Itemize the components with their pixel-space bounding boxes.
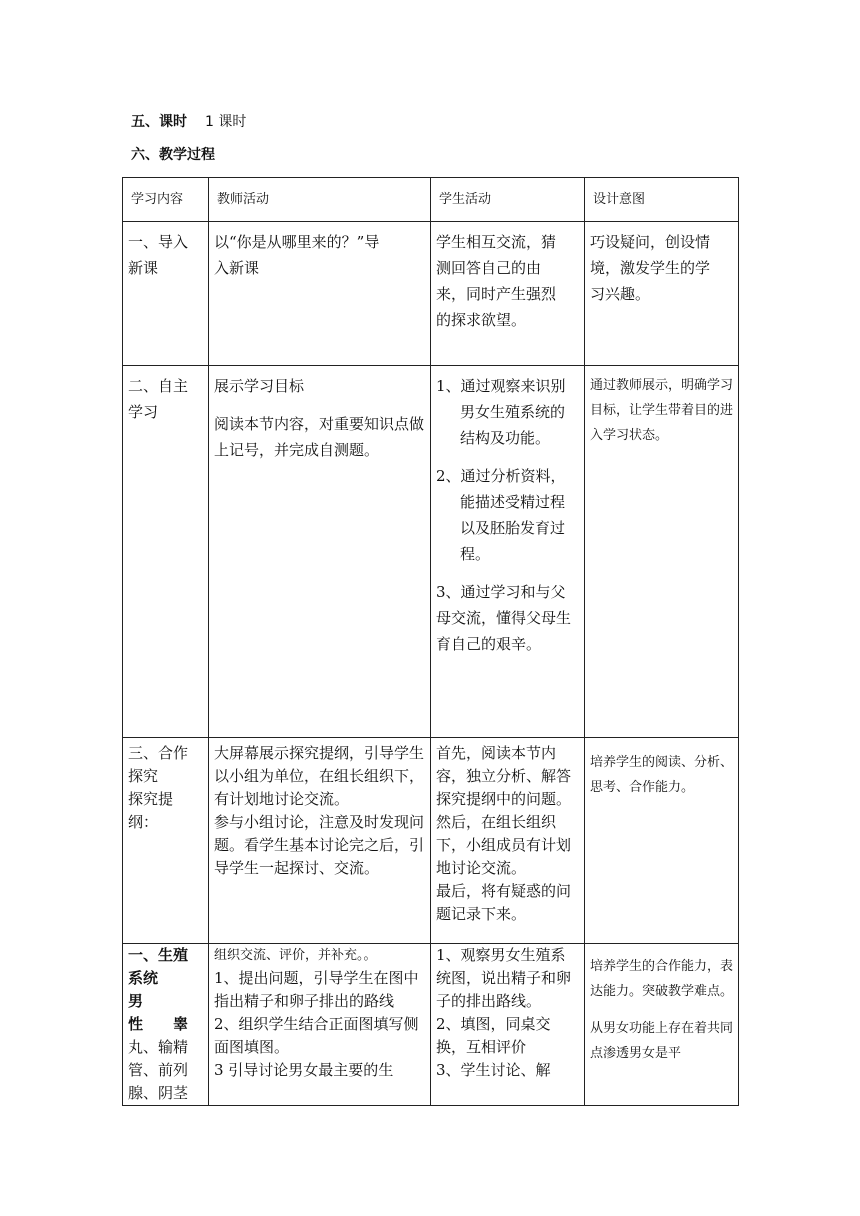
row3-content-line: 探究 [128, 767, 159, 785]
row3-student-line: 最后，将有疑惑的问题记录下来。 [436, 882, 572, 923]
table-row [123, 738, 739, 944]
table-row [123, 944, 739, 1106]
section-teaching-process [131, 146, 215, 164]
row4-student [431, 944, 585, 1106]
header-teacher: 教师活动 [209, 178, 431, 222]
row1-student [431, 222, 585, 366]
row2-teacher-line: 展示学习目标 [214, 377, 305, 395]
row4-intent [585, 944, 739, 1106]
section-class-hours [131, 113, 246, 131]
row1-intent-line: 巧设疑问，创设情 [590, 233, 711, 251]
row3-teacher-line: 大屏幕展示探究提纲，引导学生以小组为单位，在组长组织下，有计划地讨论交流。 [214, 744, 425, 808]
row4-content-line: 丸、输精 [128, 1038, 189, 1056]
row2-content [123, 366, 209, 738]
row4-teacher-line: 3 引导讨论男女最主要的生 [214, 1061, 394, 1079]
row3-intent [585, 738, 739, 944]
row2-content-line: 二、自主 [128, 377, 189, 395]
row2-intent-line: 通过教师展示，明确学习目标，让学生带着目的进入学习状态。 [590, 378, 734, 443]
row3-content-line: 探究提 [128, 790, 174, 808]
teaching-process-table [122, 177, 739, 1106]
row1-content-line: 新课 [128, 259, 159, 277]
row1-teacher [209, 222, 431, 366]
header-content: 学习内容 [123, 178, 209, 222]
row3-student-line: 首先，阅读本节内容，独立分析、解答探究提纲中的问题。然后，在组长组织下，小组成员有计划地讨论交流。 [436, 744, 572, 877]
row4-student-line: 1、观察男女生殖系统图，说出精子和卵子的排出路线。 [436, 946, 572, 1010]
row4-intent-line: 培养学生的合作能力，表达能力。突破教学难点。 [590, 959, 734, 999]
row1-teacher-line: 入新课 [214, 259, 260, 277]
row1-intent-line: 习兴趣。 [590, 285, 651, 303]
row2-student-item: 2、通过分析资料，能描述受精过程以及胚胎发育过程。 [436, 467, 566, 563]
row4-content-line: 男 [128, 992, 144, 1010]
row1-teacher-line: 以“你是从哪里来的？”导 [214, 233, 380, 251]
section-class-hours-value: 1 课时 [205, 114, 247, 130]
row1-content-line: 一、导入 [128, 233, 189, 251]
row4-content-line: 性 睾 [128, 1015, 189, 1033]
row1-student-line: 学生相互交流，猜 [436, 233, 557, 251]
row1-content [123, 222, 209, 366]
row4-content-line: 腺、阴茎 [128, 1084, 189, 1102]
row3-content [123, 738, 209, 944]
row1-student-line: 的探求欲望。 [436, 311, 527, 329]
table-header-row [123, 178, 739, 222]
row3-content-line: 三、合作 [128, 744, 189, 762]
row4-content-line: 系统 [128, 969, 159, 987]
row4-teacher-line: 2、组织学生结合正面图填写侧面图填图。 [214, 1015, 419, 1056]
row3-content-line: 纲： [128, 813, 159, 831]
row1-student-line: 测回答自己的由 [436, 259, 542, 277]
row1-student-line: 来，同时产生强烈 [436, 285, 557, 303]
row3-intent-line: 培养学生的阅读、分析、思考、合作能力。 [590, 755, 734, 795]
row2-student-item: 1、通过观察来识别男女生殖系统的结构及功能。 [436, 377, 566, 447]
row4-teacher-line: 1、提出问题，引导学生在图中指出精子和卵子排出的路线 [214, 969, 419, 1010]
table-row [123, 222, 739, 366]
row2-teacher-line: 阅读本节内容，对重要知识点做上记号，并完成自测题。 [214, 415, 425, 459]
row3-teacher-line: 参与小组讨论，注意及时发现问题。看学生基本讨论完之后，引导学生一起探讨、交流。 [214, 813, 425, 877]
row4-content [123, 944, 209, 1106]
row2-intent [585, 366, 739, 738]
row4-student-line: 3、学生讨论、解 [436, 1061, 551, 1079]
row2-teacher [209, 366, 431, 738]
row4-content-line: 一、生殖 [128, 946, 189, 964]
row1-intent-line: 境，激发学生的学 [590, 259, 711, 277]
section-teaching-process-label: 六、教学过程 [131, 147, 215, 163]
header-student: 学生活动 [431, 178, 585, 222]
row4-student-line: 2、填图，同桌交换，互相评价 [436, 1015, 551, 1056]
row4-teacher [209, 944, 431, 1106]
row4-intent-line: 从男女功能上存在着共同点渗透男女是平 [590, 1021, 734, 1061]
row2-student [431, 366, 585, 738]
row4-teacher-line: 组织交流、评价，并补充。。 [214, 948, 377, 963]
row3-teacher [209, 738, 431, 944]
row1-intent [585, 222, 739, 366]
table-row [123, 366, 739, 738]
header-intent: 设计意图 [585, 178, 739, 222]
row3-student [431, 738, 585, 944]
row2-content-line: 学习 [128, 403, 159, 421]
row2-student-item: 3、通过学习和与父母交流，懂得父母生育自己的艰辛。 [436, 583, 572, 653]
section-class-hours-label: 五、课时 [131, 114, 187, 130]
row4-content-line: 管、前列 [128, 1061, 189, 1079]
